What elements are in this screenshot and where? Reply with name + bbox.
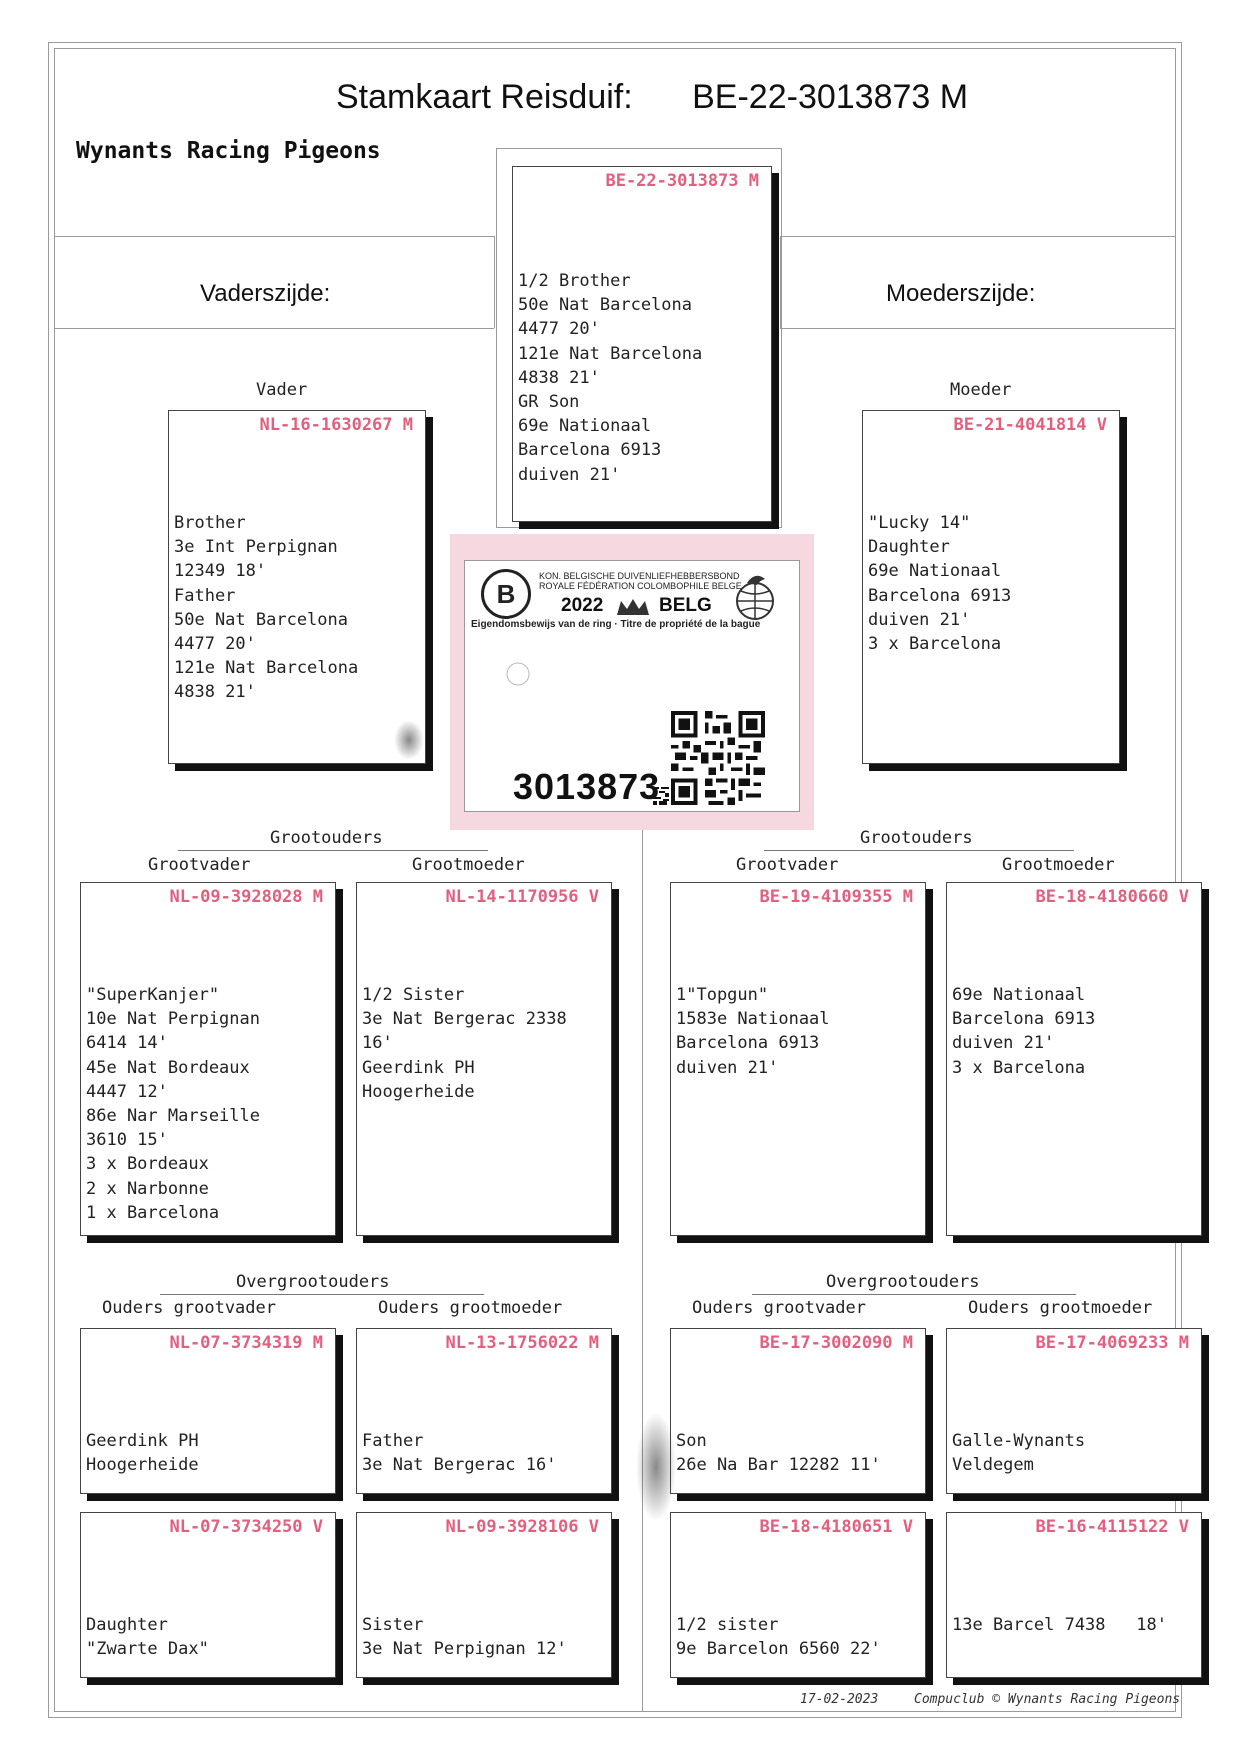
divider-vertical-left (494, 236, 495, 328)
paternal-grandfather-label: Grootvader (148, 855, 251, 875)
parents-grandmother-label-right: Ouders grootmoeder (968, 1298, 1153, 1318)
divider-sides-right (780, 328, 1176, 329)
qr-code-icon (671, 711, 765, 805)
ring-number: BE-17-3002090 M (759, 1333, 913, 1353)
great-grandparents-label-left: Overgrootouders (236, 1272, 390, 1292)
parents-grandfather-label-right: Ouders grootvader (692, 1298, 866, 1318)
card-info: Father 3e Nat Bergerac 16' (362, 1431, 557, 1476)
loft-name: Wynants Racing Pigeons (76, 138, 381, 164)
ring-number: NL-07-3734319 M (169, 1333, 323, 1353)
divider-sides (54, 328, 494, 329)
ring-certificate-body (464, 560, 800, 812)
paternal-grandmother-card (356, 882, 612, 1236)
paternal-grandfather-card (80, 882, 336, 1236)
hole-icon (505, 661, 531, 687)
card-info: Daughter "Zwarte Dax" (86, 1615, 209, 1660)
ring-number: NL-16-1630267 M (259, 415, 413, 435)
ring-certificate (450, 534, 814, 830)
card-info: Galle-Wynants Veldegem (952, 1431, 1086, 1476)
pigeon-globe-icon (725, 571, 785, 621)
ring-number: NL-14-1170956 V (445, 887, 599, 907)
paternal-grandmother-label: Grootmoeder (412, 855, 525, 875)
card-info: Son 26e Na Bar 12282 11' (676, 1431, 881, 1476)
father-card (168, 410, 426, 764)
title-ring: BE-22-3013873 M (692, 78, 969, 116)
great-grandparent-card (670, 1328, 926, 1494)
great-grandparents-underline-right (752, 1294, 1076, 1295)
grandparents-label-left: Grootouders (270, 828, 383, 848)
card-info: 1/2 Brother 50e Nat Barcelona 4477 20' 121e Nat Barcelona 4838 21' GR Son 69e Nationaal Barcelona 6913 duiven 21' (518, 271, 703, 485)
federation-logo-icon: B (481, 569, 531, 619)
great-grandparent-card (946, 1512, 1202, 1678)
grandparents-underline-right (764, 850, 1074, 851)
grandparents-underline-left (178, 850, 488, 851)
federation-name (539, 571, 742, 591)
parents-grandmother-label-left: Ouders grootmoeder (378, 1298, 563, 1318)
subject-card (512, 166, 772, 522)
card-info: Geerdink PH Hoogerheide (86, 1431, 199, 1476)
divider-header-right (780, 236, 1176, 237)
footer-credit: Compuclub © Wynants Racing Pigeons (914, 1692, 1181, 1707)
card-info: 13e Barcel 7438 18' (952, 1615, 1167, 1635)
ring-number: BE-21-4041814 V (953, 415, 1107, 435)
card-info: "Lucky 14" Daughter 69e Nationaal Barcelona 6913 duiven 21' 3 x Barcelona (868, 513, 1012, 655)
maternal-grandmother-card (946, 882, 1202, 1236)
great-grandparent-card (946, 1328, 1202, 1494)
divider-center (642, 830, 643, 1712)
card-info: Sister 3e Nat Perpignan 12' (362, 1615, 567, 1660)
scan-smudge (394, 720, 424, 760)
ring-number-large: 3013873 (513, 766, 661, 807)
maternal-grandmother-label: Grootmoeder (1002, 855, 1115, 875)
scan-smudge (636, 1412, 676, 1522)
great-grandparent-card (80, 1512, 336, 1678)
father-side-label: Vaderszijde: (200, 280, 331, 307)
ring-number: NL-09-3928106 V (445, 1517, 599, 1537)
great-grandparent-card (80, 1328, 336, 1494)
divider-header (54, 236, 494, 237)
card-info: Brother 3e Int Perpignan 12349 18' Father 50e Nat Barcelona 4477 20' 121e Nat Barcelona 4838 21' (174, 513, 359, 703)
great-grandparents-underline-left (160, 1294, 484, 1295)
ring-number: BE-18-4180660 V (1035, 887, 1189, 907)
ring-number: BE-18-4180651 V (759, 1517, 913, 1537)
great-grandparents-label-right: Overgrootouders (826, 1272, 980, 1292)
card-info: 1/2 sister 9e Barcelon 6560 22' (676, 1615, 881, 1660)
ring-number: BE-19-4109355 M (759, 887, 913, 907)
ring-country: BELG (659, 595, 712, 616)
card-info: 1"Topgun" 1583e Nationaal Barcelona 6913 duiven 21' (676, 985, 830, 1078)
mother-side-label: Moederszijde: (886, 280, 1036, 307)
federation-name-fr: ROYALE FÉDÉRATION COLOMBOPHILE BELGE (539, 581, 742, 591)
ring-certificate-subtitle: Eigendomsbewijs van de ring · Titre de propriété de la bague (471, 619, 761, 630)
card-info: 69e Nationaal Barcelona 6913 duiven 21' 3 x Barcelona (952, 985, 1096, 1078)
maternal-grandfather-card (670, 882, 926, 1236)
mother-label: Moeder (950, 380, 1012, 400)
crown-icon (615, 597, 651, 617)
qr-small-icon (653, 787, 669, 805)
grandparents-label-right: Grootouders (860, 828, 973, 848)
ring-number: BE-16-4115122 V (1035, 1517, 1189, 1537)
great-grandparent-card (670, 1512, 926, 1678)
ring-number: NL-09-3928028 M (169, 887, 323, 907)
parents-grandfather-label-left: Ouders grootvader (102, 1298, 276, 1318)
ring-number: NL-07-3734250 V (169, 1517, 323, 1537)
ring-number: NL-13-1756022 M (445, 1333, 599, 1353)
great-grandparent-card (356, 1512, 612, 1678)
maternal-grandfather-label: Grootvader (736, 855, 839, 875)
card-info: "SuperKanjer" 10e Nat Perpignan 6414 14' 45e Nat Bordeaux 4447 12' 86e Nar Marseille 3610 15' 3 x Bordeaux 2 x Narbonne 1 x Barcelona (86, 985, 260, 1223)
ring-year: 2022 (561, 595, 604, 616)
great-grandparent-card (356, 1328, 612, 1494)
title-label: Stamkaart Reisduif: (336, 78, 633, 116)
mother-card (862, 410, 1120, 764)
page-title (336, 78, 968, 117)
ring-number: BE-17-4069233 M (1035, 1333, 1189, 1353)
footer-date: 17-02-2023 (800, 1692, 879, 1707)
father-label: Vader (256, 380, 308, 400)
card-info: 1/2 Sister 3e Nat Bergerac 2338 16' Geerdink PH Hoogerheide (362, 985, 567, 1102)
ring-number: BE-22-3013873 M (605, 171, 759, 191)
federation-name-nl: KON. BELGISCHE DUIVENLIEFHEBBERSBOND (539, 571, 740, 581)
